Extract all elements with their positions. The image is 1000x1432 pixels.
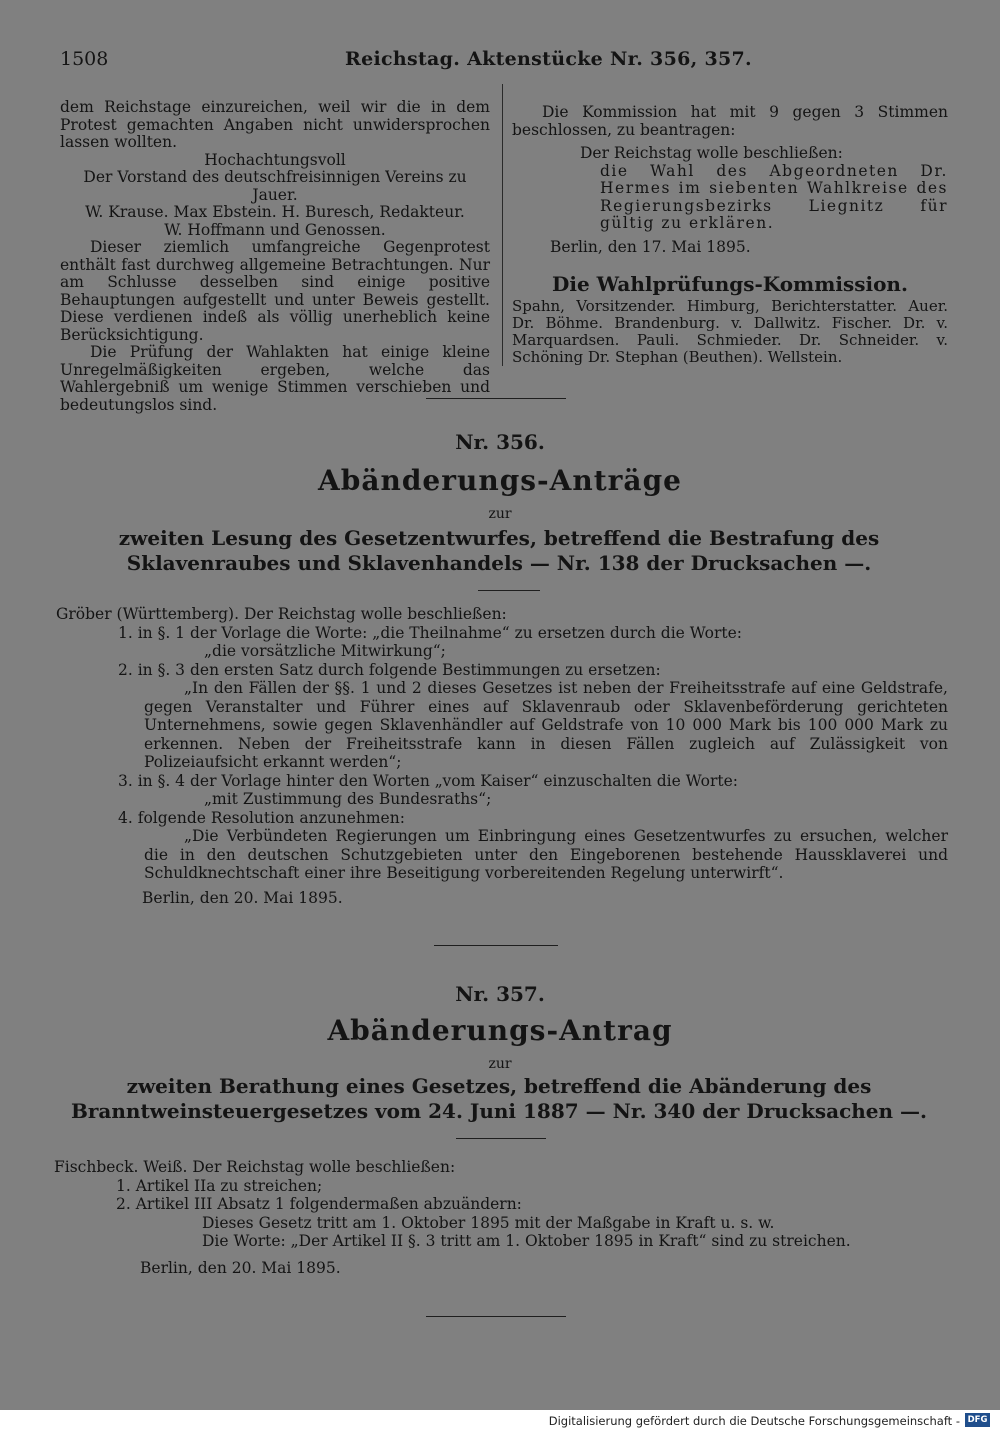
doc-356-item-3-quote: „mit Zustimmung des Bundesraths“; bbox=[204, 790, 492, 808]
doc-356-title: Abänderungs-Anträge bbox=[318, 464, 682, 497]
separator-rule-2 bbox=[434, 945, 558, 946]
doc-356-item-3: 3. in §. 4 der Vorlage hinter den Worten „vom Kaiser“ einzuschalten die Worte: bbox=[118, 771, 738, 790]
left-paragraph-1: dem Reichstage einzureichen, weil wir die in dem Protest gemachten Angaben nicht unwidersprochen lassen wollten. bbox=[60, 98, 490, 151]
dfg-logo-icon: DFG bbox=[965, 1413, 990, 1427]
motion-text: die Wahl des Abgeordneten Dr. Hermes im siebenten Wahlkreise des Regierungsbezirks Liegnitz für gültig zu erklären. bbox=[600, 161, 948, 232]
page-number: 1508 bbox=[60, 48, 109, 70]
doc-357-item-2-text-b: Die Worte: „Der Artikel II §. 3 tritt am 1. Oktober 1895 in Kraft“ sind zu streichen. bbox=[202, 1232, 851, 1250]
closing-salutation: Hochachtungsvoll bbox=[204, 150, 346, 169]
doc-357-subtitle: zweiten Berathung eines Gesetzes, betreffend die Abänderung des Branntweinsteuergesetzes vom 24. Juni 1887 — Nr. 340 der Drucksachen —. bbox=[70, 1074, 927, 1123]
doc-356-item-1-quote: „die vorsätzliche Mitwirkung“; bbox=[204, 642, 446, 660]
separator-rule-3 bbox=[426, 1316, 566, 1317]
doc-357-body bbox=[54, 1158, 948, 1277]
doc-357-item-2-text-a: Dieses Gesetz tritt am 1. Oktober 1895 mit der Maßgabe in Kraft u. s. w. bbox=[202, 1213, 775, 1232]
doc-356-zur: zur bbox=[488, 506, 512, 522]
doc-356-mover: Gröber (Württemberg). Der Reichstag wolle beschließen: bbox=[56, 605, 507, 623]
doc-356-item-2-quote: „In den Fällen der §§. 1 und 2 dieses Gesetzes ist neben der Freiheitsstrafe auf eine Geldstrafe, gegen Veranstalter und Führer eines auf Sklavenraub oder Sklavenbeförderung gerichteten Unternehmens, sowie gegen Sklavenhändler auf Geldstrafe von 10 000 Mark bis 100 000 Mark zu erkennen. Neben der Freiheitsstrafe kann in diesen Fällen zugleich auf Zulässigkeit von Polizeiaufsicht erkannt werden“; bbox=[144, 679, 948, 771]
doc-357-number: Nr. 357. bbox=[455, 982, 545, 1006]
doc-356-item-4-quote: „Die Verbündeten Regierungen um Einbringung eines Gesetzentwurfes zu ersuchen, welcher die in den deutschen Schutzgebieten unter den Eingeborenen bestehende Haussklaverei und Schuldknechtschaft einer ihre Beseitigung vorbereitenden Regelung unterwirft“. bbox=[144, 827, 948, 882]
signatory-names-2: W. Hoffmann und Genossen. bbox=[164, 220, 386, 239]
doc-356-item-2: 2. in §. 3 den ersten Satz durch folgende Bestimmungen zu ersetzen: bbox=[118, 660, 661, 679]
left-column bbox=[60, 99, 490, 414]
doc-357-date: Berlin, den 20. Mai 1895. bbox=[140, 1258, 341, 1277]
doc-356-number: Nr. 356. bbox=[455, 430, 545, 454]
separator-rule bbox=[426, 398, 566, 399]
doc-357-mover: Fischbeck. Weiß. Der Reichstag wolle beschließen: bbox=[54, 1158, 456, 1176]
running-head: Reichstag. Aktenstücke Nr. 356, 357. bbox=[345, 48, 752, 70]
footer-credit: Digitalisierung gefördert durch die Deutsche Forschungsgemeinschaft - bbox=[548, 1414, 960, 1428]
doc-357-item-2: 2. Artikel III Absatz 1 folgendermaßen abzuändern: bbox=[116, 1195, 522, 1213]
commission-decision: Die Kommission hat mit 9 gegen 3 Stimmen beschlossen, zu beantragen: bbox=[512, 103, 948, 139]
left-paragraph-2: Dieser ziemlich umfangreiche Gegenprotest enthält fast durchweg allgemeine Betrachtungen. Nur am Schlusse desselben sind einige positive Behauptungen aufgestellt und unter Beweis gestellt. Diese verdienen indeß als völlig unerheblich keine Berücksichtigung. bbox=[60, 238, 490, 344]
commission-date: Berlin, den 17. Mai 1895. bbox=[550, 237, 751, 256]
right-column bbox=[512, 104, 948, 366]
signatory-organisation: Der Vorstand des deutschfreisinnigen Vereins zu Jauer. bbox=[83, 168, 467, 204]
doc-356-body bbox=[56, 605, 948, 907]
motion-intro: Der Reichstag wolle beschließen: bbox=[580, 144, 843, 162]
short-rule-2 bbox=[456, 1138, 546, 1139]
left-paragraph-3: Die Prüfung der Wahlakten hat einige kleine Unregelmäßigkeiten ergeben, welche das Wahlergebniß um wenige Stimmen verschieben und bedeutungslos sind. bbox=[60, 343, 490, 414]
doc-357-zur: zur bbox=[488, 1056, 512, 1072]
short-rule bbox=[478, 590, 540, 591]
doc-356-subtitle: zweiten Lesung des Gesetzentwurfes, betreffend die Bestrafung des Sklavenraubes und Sklavenhandels — Nr. 138 der Drucksachen —. bbox=[118, 526, 880, 575]
footer-bar bbox=[0, 1410, 1000, 1432]
commission-signatures: Spahn, Vorsitzender. Himburg, Berichterstatter. Auer. Dr. Böhme. Brandenburg. v. Dallwitz. Fischer. Dr. v. Marquardsen. Pauli. Schmieder. Dr. Schneider. v. Schöning Dr. Stephan (Beuthen). Wellstein. bbox=[512, 297, 948, 366]
doc-356-item-1: 1. in §. 1 der Vorlage die Worte: „die Theilnahme“ zu ersetzen durch die Worte: bbox=[118, 623, 743, 642]
signatory-names: W. Krause. Max Ebstein. H. Buresch, Redakteur. bbox=[85, 203, 465, 221]
doc-357-item-1: 1. Artikel IIa zu streichen; bbox=[116, 1176, 323, 1195]
column-divider bbox=[502, 84, 503, 366]
doc-356-date: Berlin, den 20. Mai 1895. bbox=[142, 888, 343, 907]
doc-357-title: Abänderungs-Antrag bbox=[327, 1014, 673, 1047]
commission-name: Die Wahlprüfungs-Kommission. bbox=[552, 272, 908, 296]
doc-356-item-4: 4. folgende Resolution anzunehmen: bbox=[118, 808, 405, 827]
